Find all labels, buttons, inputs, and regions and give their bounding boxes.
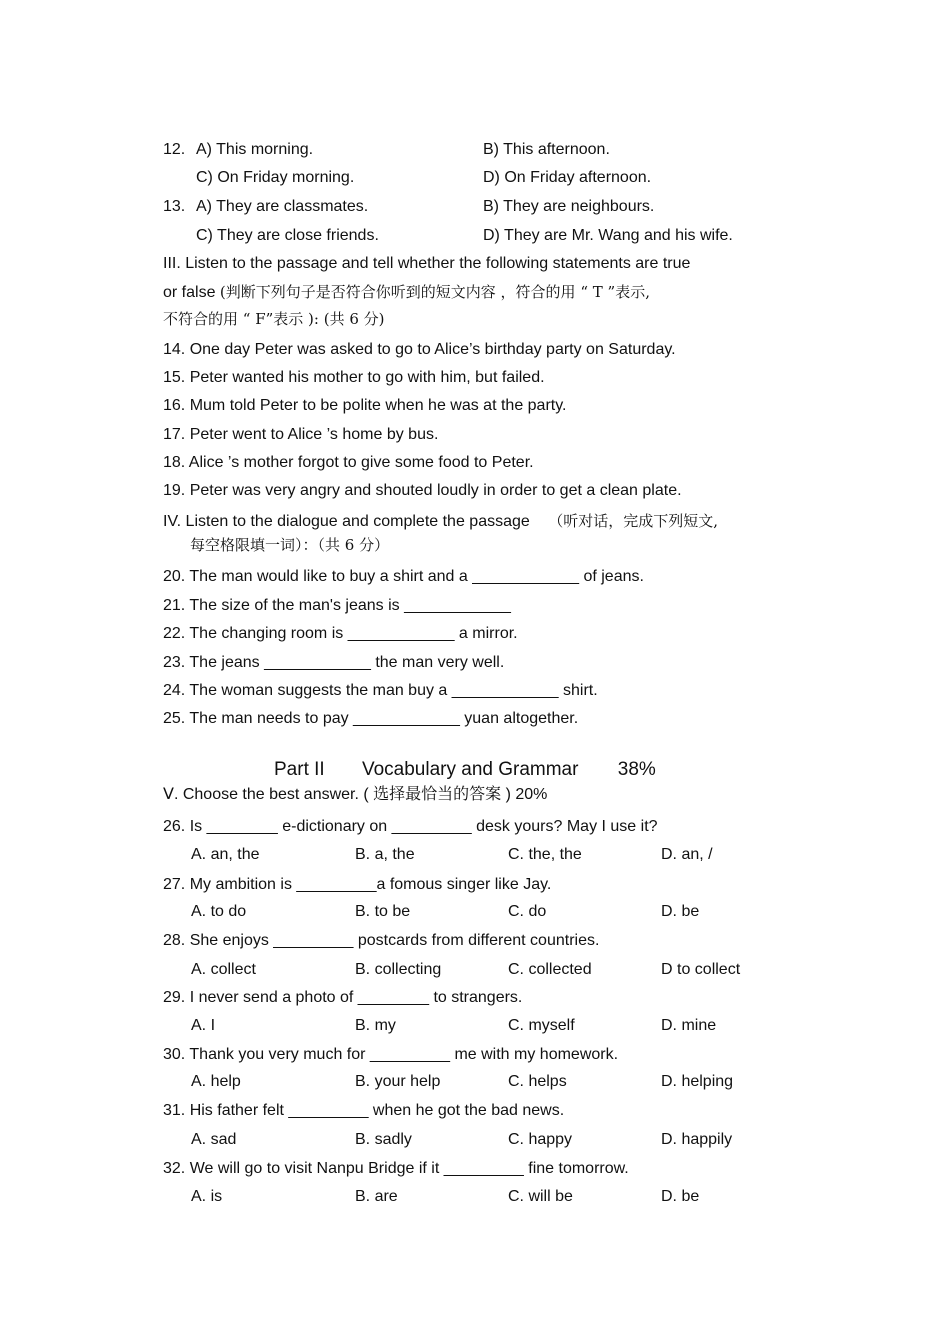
fill-blank-item: 24. The woman suggests the man buy a ____________ shirt.: [163, 682, 598, 699]
section4-heading-line2: 每空格限填一词）：（共 6 分）: [190, 536, 390, 554]
mc-option-b: B. sadly: [355, 1131, 412, 1148]
section3-heading-line2: [163, 282, 650, 303]
fill-blank-item: 23. The jeans ____________ the man very well.: [163, 654, 505, 671]
mc-option-b: B. your help: [355, 1073, 441, 1090]
mc-option-b: B. my: [355, 1017, 396, 1034]
q12-option-b: B) This afternoon.: [483, 141, 610, 158]
mc-option-c: C. myself: [508, 1017, 575, 1034]
mc-option-b: B. a, the: [355, 846, 415, 863]
mc-option-d: D. helping: [661, 1073, 734, 1090]
q12-option-c: C) On Friday morning.: [196, 169, 355, 186]
q13-option-b: B) They are neighbours.: [483, 198, 655, 215]
part2-score: 38%: [617, 759, 656, 780]
mc-option-a: A. help: [191, 1073, 241, 1090]
mc-option-b: B. collecting: [355, 961, 442, 978]
mc-option-a: A. an, the: [191, 846, 260, 863]
mc-option-a: A. collect: [191, 961, 256, 978]
statement-item: 14. One day Peter was asked to go to Alice’s birthday party on Saturday.: [163, 341, 676, 358]
mc-option-d: D. mine: [661, 1017, 717, 1034]
mc-option-c: C. will be: [508, 1188, 573, 1205]
statement-item: 16. Mum told Peter to be polite when he was at the party.: [163, 397, 567, 414]
q12-option-d: D) On Friday afternoon.: [483, 169, 652, 186]
section5-heading: Ⅴ. Choose the best answer. ( 选择最恰当的答案 ) 20%: [163, 786, 548, 803]
q13-number: 13.: [163, 198, 186, 215]
mc-option-b: B. to be: [355, 903, 411, 920]
section3-instruction-cn: (判断下列句子是否符合你听到的短文内容 ，符合的用 “ T ”表示,: [219, 283, 650, 301]
mc-question: 30. Thank you very much for _________ me with my homework.: [163, 1046, 619, 1063]
statement-item: 18. Alice ’s mother forgot to give some food to Peter.: [163, 454, 534, 471]
section3-heading-line3: 不符合的用 “ F”表示 ): (共 6 分): [163, 310, 385, 328]
mc-option-d: D. an, /: [661, 846, 713, 863]
statement-item: 19. Peter was very angry and shouted loudly in order to get a clean plate.: [163, 482, 682, 499]
section3-true-false: or false: [163, 284, 216, 301]
mc-option-c: C. collected: [508, 961, 592, 978]
fill-blank-item: 21. The size of the man's jeans is ____________: [163, 597, 511, 614]
q13-option-d: D) They are Mr. Wang and his wife.: [483, 227, 733, 244]
mc-question: 32. We will go to visit Nanpu Bridge if it _________ fine tomorrow.: [163, 1160, 629, 1177]
mc-question: 28. She enjoys _________ postcards from different countries.: [163, 932, 600, 949]
part2-name: Vocabulary and Grammar: [361, 759, 579, 780]
mc-option-c: C. happy: [508, 1131, 573, 1148]
mc-option-d: D. be: [661, 1188, 700, 1205]
mc-option-c: C. helps: [508, 1073, 567, 1090]
part2-label: Part II: [274, 759, 325, 780]
section3-heading-line1: III. Listen to the passage and tell whether the following statements are true: [163, 255, 691, 272]
q12-number: 12.: [163, 141, 186, 158]
q13-option-c: C) They are close friends.: [196, 227, 379, 244]
section4-instruction-cn: （听对话，完成下列短文,: [548, 512, 719, 530]
section4-instruction-en: IV. Listen to the dialogue and complete the passage: [163, 513, 530, 530]
fill-blank-item: 22. The changing room is ____________ a mirror.: [163, 625, 518, 642]
q12-option-a: A) This morning.: [196, 141, 314, 158]
mc-option-a: A. is: [191, 1188, 223, 1205]
mc-question: 29. I never send a photo of ________ to strangers.: [163, 989, 523, 1006]
fill-blank-item: 25. The man needs to pay ____________ yuan altogether.: [163, 710, 579, 727]
mc-question: 26. Is ________ e-dictionary on _________ desk yours? May I use it?: [163, 818, 658, 835]
fill-blank-item: 20. The man would like to buy a shirt and a ____________ of jeans.: [163, 568, 644, 585]
mc-option-c: C. do: [508, 903, 547, 920]
statement-item: 17. Peter went to Alice ’s home by bus.: [163, 426, 439, 443]
mc-option-b: B. are: [355, 1188, 398, 1205]
part2-title: [274, 758, 656, 782]
statement-item: 15. Peter wanted his mother to go with him, but failed.: [163, 369, 545, 386]
mc-option-d: D. be: [661, 903, 700, 920]
q13-option-a: A) They are classmates.: [196, 198, 369, 215]
mc-option-a: A. sad: [191, 1131, 237, 1148]
mc-option-a: A. I: [191, 1017, 216, 1034]
mc-question: 31. His father felt _________ when he got the bad news.: [163, 1102, 565, 1119]
mc-question: 27. My ambition is _________a fomous singer like Jay.: [163, 876, 552, 893]
mc-option-c: C. the, the: [508, 846, 582, 863]
mc-option-d: D to collect: [661, 961, 741, 978]
mc-option-a: A. to do: [191, 903, 247, 920]
mc-option-d: D. happily: [661, 1131, 733, 1148]
section4-heading-line1: [163, 511, 718, 532]
